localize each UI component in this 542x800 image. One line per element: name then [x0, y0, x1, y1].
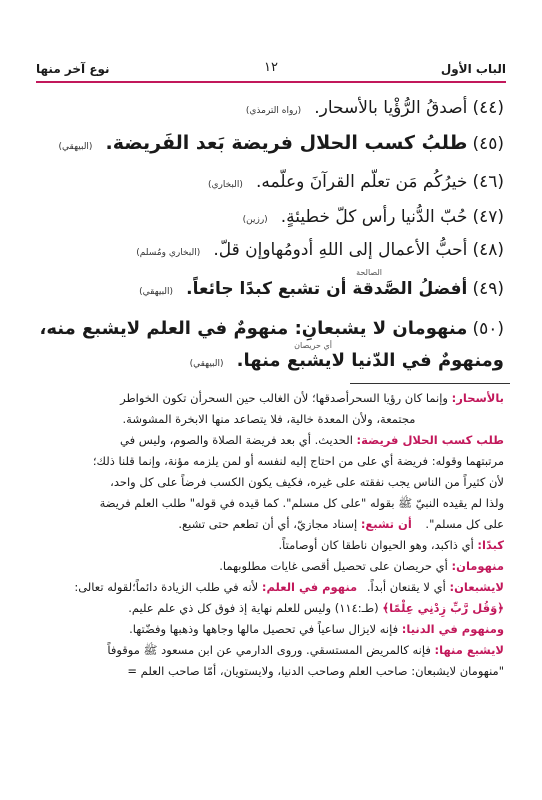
note-line: [34, 535, 504, 555]
note-text: وإنما كان رؤيا السحرأصدقها؛ لأن الغالب حين السحرأن تكون الخواطر: [120, 391, 452, 405]
note-keyword: ومنهوم في الدنيا:: [401, 622, 504, 636]
hadith-number: (٤٩): [472, 279, 504, 299]
hadith-number: (٤٨): [472, 240, 504, 260]
note-text: إسناد مجازيّ، أي أن تطعم حتى تشبع.: [178, 517, 361, 531]
hadith-number: (٥٠): [472, 319, 504, 339]
hadith-text: طلبُ كسب الحلال فريضة بَعد الفَريضة.: [105, 132, 468, 154]
hadith-44: [36, 98, 504, 118]
note-keyword: أن تشبع:: [360, 517, 412, 531]
hadith-number: (٤٦): [472, 172, 504, 192]
note-text: على كل مسلم".: [425, 517, 504, 531]
note-text: (طـ:١١٤) وليس للعلم نهاية إذ فوق كل ذي علم عليم.: [128, 601, 383, 615]
note-keyword: طلب كسب الحلال فريضة:: [356, 433, 504, 447]
hadith-text: أفضلُ الصَّدقة أن تشبع كبدًا جائعاً.: [186, 279, 468, 299]
hadith-number: (٤٧): [472, 207, 504, 227]
hadith-source: (البخاري ومُسلم): [136, 248, 201, 258]
note-line: [34, 640, 504, 660]
note-keyword: منهوم في العلم:: [261, 580, 358, 594]
running-header: [36, 60, 506, 82]
hadith-48: [36, 240, 504, 260]
note-line: [34, 472, 504, 492]
hadith-text: أصدقُ الرُّؤْيا بالأسحار.: [314, 98, 468, 118]
hadith-source: (رواه الترمذي): [245, 106, 302, 116]
hadith-47: [36, 207, 504, 227]
note-text: الحديث. أي بعد فريضة الصلاة والصوم، وليس في: [120, 433, 357, 447]
hadith-text: منهومان لا يشبعانِ: منهومٌ في العلم لايشبع منه،: [39, 318, 468, 339]
note-text: أي ذاكبد، وهو الحيوان ناطقا كان أوصامتاً.: [278, 538, 478, 552]
note-line: [34, 451, 504, 471]
note-line: [34, 514, 504, 534]
note-line: [34, 598, 504, 618]
footnote-divider: [350, 383, 510, 384]
hadith-number: (٤٥): [472, 134, 504, 154]
note-text: "منهومان لايشبعان: صاحب العلم وصاحب الدنيا، ولايستويان، أمّا صاحب العلم =: [127, 664, 504, 678]
hadith-49: [36, 279, 504, 299]
note-line: [34, 577, 504, 597]
hadith-text: خيرُكُم مَن تعلّم القرآنَ وعلّمه.: [255, 172, 468, 192]
hadith-50: [36, 318, 504, 339]
page-number: ١٢: [264, 60, 278, 75]
note-keyword: بالأسحار:: [451, 391, 504, 405]
note-line: [34, 409, 504, 429]
hadith-source: (البيهقي): [139, 287, 174, 297]
note-text: فإنه لايزال ساعياً في تحصيل مالها وجاهها وذهبها وفضّتها.: [129, 622, 402, 636]
note-line: [34, 430, 504, 450]
hadith-45: [36, 132, 504, 154]
hadith-text: ومنهومٌ في الدّنيا لايشبع منها.: [236, 350, 504, 371]
note-text: ولذا لم يقيده النبيّ ﷺ بقوله "على كل مسلم". كما قيده في قوله" طلب العلم فريضة: [99, 496, 504, 510]
hadith-text: حُبّ الدُّنيا رأس كلّ خطيئةٍ.: [280, 207, 468, 227]
hadith-50-line-2: [36, 350, 504, 371]
section-title: نوع آخر منها: [36, 62, 110, 76]
note-line: [34, 388, 504, 408]
note-keyword: كبدًا:: [477, 538, 504, 552]
note-line: [34, 493, 504, 513]
note-keyword: لايشبع منها:: [434, 643, 504, 657]
note-text: مرتبتهما وقوله: فريضة أي على من احتاج إليه لنفسه أو لمن يلزمه مؤنة، وإنما قلنا ذلك؛: [92, 454, 504, 468]
hadith-number: (٤٤): [472, 98, 504, 118]
note-text: أي لا يقنعان أبداً.: [366, 580, 450, 594]
note-text: فإنه كالمريض المستسقي. وروى الدارمي عن ابن مسعود ﷺ موقوفاً: [107, 643, 435, 657]
note-keyword: منهومان:: [451, 559, 504, 573]
hadith-text: أحبُّ الأعمال إلى اللهِ أدومُهاوإن قلّ.: [213, 240, 468, 260]
hadith-source: (البخاري): [207, 180, 243, 190]
interlinear-gloss: الصالحة: [356, 268, 382, 277]
note-text: لأن كثيراً من الناس يجب نفقته على غيره، فكيف يكون الكسب فرضاً على كل واحد،: [110, 475, 504, 489]
note-text: مجتمعة، ولأن المعدة خالية، فلا يتصاعد منها الابخرة المشوشة.: [122, 412, 416, 426]
note-line: [34, 556, 504, 576]
quran-verse: ﴿وَقُل رَّبِّ زِدْنِي عِلْمًا﴾: [382, 601, 504, 615]
note-text: أي حريصان على تحصيل أقصى غايات مطلوبهما.: [219, 559, 452, 573]
interlinear-gloss: أي حريصان: [294, 341, 332, 350]
note-line: [34, 661, 504, 681]
hadith-46: [36, 172, 504, 192]
note-line: [34, 619, 504, 639]
hadith-source: (البيهقي): [189, 359, 224, 369]
hadith-source: (رزين): [242, 215, 268, 225]
header-rule: [36, 81, 506, 83]
note-text: لأنه في طلب الزيادة دائماً؛لقوله تعالى:: [74, 580, 262, 594]
note-keyword: لايشبعان:: [449, 580, 504, 594]
chapter-title: الباب الأول: [440, 62, 506, 76]
hadith-source: (البيهقي): [58, 142, 93, 152]
